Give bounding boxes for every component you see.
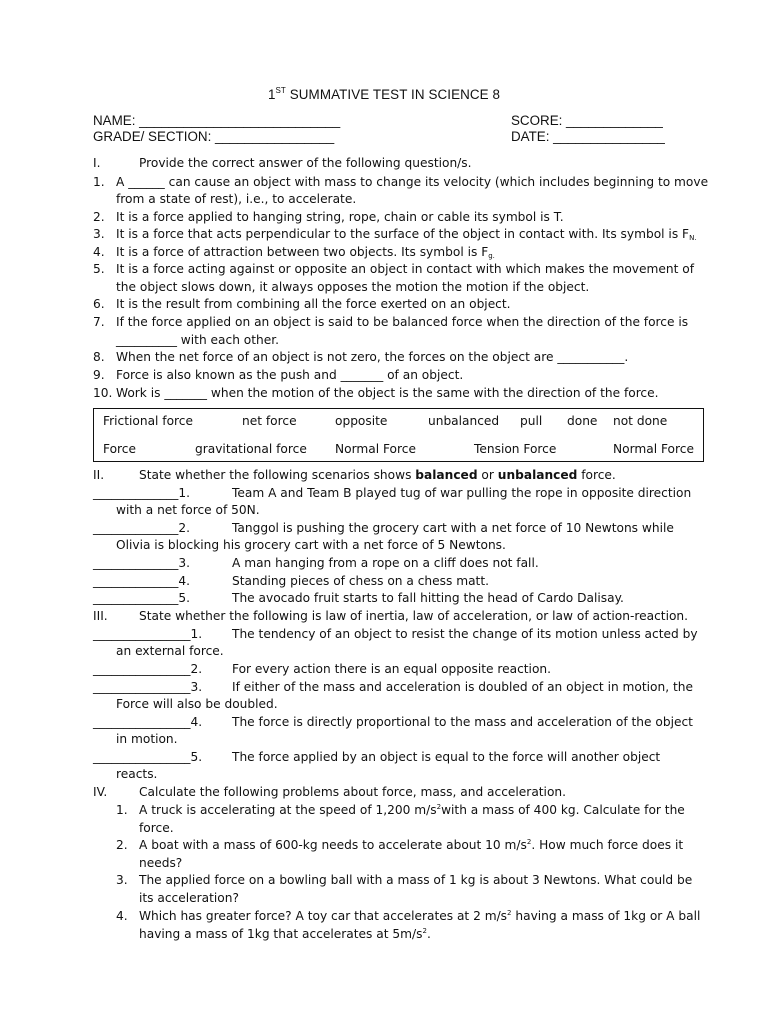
p4-q1-number: 1.	[116, 803, 128, 817]
word-bank-item: Normal Force	[335, 442, 416, 456]
p3-item3-blank: ________________3.	[93, 680, 203, 694]
p3-item1-text-cont: an external force.	[116, 644, 224, 658]
p2-item2-text: Tanggol is pushing the grocery cart with a net force of 10 Newtons while	[232, 521, 674, 535]
q8-text: When the net force of an object is not zero, the forces on the object are ___________.	[116, 350, 629, 364]
p4-q4-number: 4.	[116, 909, 128, 923]
word-bank-item: net force	[242, 414, 297, 428]
word-bank-item: Force	[103, 442, 136, 456]
p4-q4-text-cont: having a mass of 1kg that accelerates at $5m/s^2$.	[139, 927, 431, 941]
q8-number: 8.	[93, 350, 105, 364]
q1-text-cont: from a state of rest), i.e., to accelerate.	[116, 192, 357, 206]
q2-text: It is a force applied to hanging string, rope, chain or cable its symbol is T.	[116, 210, 564, 224]
p3-item1-blank: ________________1.	[93, 627, 203, 641]
word-bank-item: not done	[613, 414, 668, 428]
p2-item4-text: Standing pieces of chess on a chess matt.	[232, 574, 489, 588]
p4-q4-text: Which has greater force? A toy car that accelerates at 2 $m/s^2$ having a mass of 1kg or A ball	[139, 909, 701, 923]
part3-instruction: State whether the following is law of inertia, law of acceleration, or law of action-reaction.	[139, 609, 689, 623]
q4-text: It is a force of attraction between two objects. Its symbol is $F_{g.}$	[116, 245, 495, 260]
p2-item5-text: The avocado fruit starts to fall hitting the head of Cardo Dalisay.	[232, 591, 624, 605]
q10-text: Work is _______ when the motion of the object is the same with the direction of the force.	[116, 386, 659, 400]
p3-item4-text: The force is directly proportional to the mass and acceleration of the object	[232, 715, 693, 729]
word-bank-item: unbalanced	[428, 414, 500, 428]
score-field: SCORE: _____________	[511, 113, 663, 128]
p3-item2-text: For every action there is an equal opposite reaction.	[232, 662, 551, 676]
p4-q3-text-cont: its acceleration?	[139, 891, 239, 905]
p2-item1-blank: ______________1.	[93, 486, 190, 500]
p3-item1-text: The tendency of an object to resist the change of its motion unless acted by	[232, 627, 698, 641]
q5-text: It is a force acting against or opposite an object in contact with which makes the movement of	[116, 262, 694, 276]
p3-item2-blank: ________________2.	[93, 662, 203, 676]
p2-item1-text-cont: with a net force of 50N.	[116, 503, 260, 517]
p4-q2-text: A boat with a mass of 600-kg needs to accelerate about 10 $m/s^2$. How much force does it	[139, 838, 684, 852]
p2-item3-blank: ______________3.	[93, 556, 190, 570]
p4-q2-number: 2.	[116, 838, 128, 852]
p4-q1-text-cont: force.	[139, 821, 174, 835]
part4-instruction: Calculate the following problems about force, mass, and acceleration.	[139, 785, 567, 799]
q2-number: 2.	[93, 210, 105, 224]
p2-item5-blank: ______________5.	[93, 591, 190, 605]
word-bank-box	[93, 408, 704, 462]
p4-q3-number: 3.	[116, 873, 128, 887]
p3-item3-text: If either of the mass and acceleration is doubled of an object in motion, the	[232, 680, 693, 694]
q5-text-cont: the object slows down, it always opposes the motion the motion if the object.	[116, 280, 590, 294]
word-bank-item: Tension Force	[474, 442, 557, 456]
q3-text: It is a force that acts perpendicular to the surface of the object in contact with. Its symbol is $F_{N.}$	[116, 227, 697, 242]
word-bank-item: Normal Force	[613, 442, 694, 456]
q9-number: 9.	[93, 368, 105, 382]
part2-instruction: State whether the following scenarios shows balanced or unbalanced force.	[139, 468, 616, 482]
p3-item4-blank: ________________4.	[93, 715, 203, 729]
word-bank-item: Frictional force	[103, 414, 193, 428]
word-bank-item: pull	[520, 414, 543, 428]
part1-roman: I.	[93, 156, 101, 170]
part2-roman: II.	[93, 468, 105, 482]
q7-text: If the force applied on an object is said to be balanced force when the direction of the force is	[116, 315, 689, 329]
q6-text: It is the result from combining all the force exerted on an object.	[116, 297, 511, 311]
q6-number: 6.	[93, 297, 105, 311]
p3-item5-blank: ________________5.	[93, 750, 203, 764]
q3-number: 3.	[93, 227, 105, 241]
q5-number: 5.	[93, 262, 105, 276]
page-title: 1ST SUMMATIVE TEST IN SCIENCE 8	[267, 86, 501, 102]
part3-roman: III.	[93, 609, 108, 623]
p3-item3-text-cont: Force will also be doubled.	[116, 697, 278, 711]
q7-text-cont: __________ with each other.	[116, 333, 280, 347]
grade-section-field: GRADE/ SECTION: ________________	[93, 129, 335, 144]
p4-q2-text-cont: needs?	[139, 856, 183, 870]
part4-roman: IV.	[93, 785, 108, 799]
p3-item4-text-cont: in motion.	[116, 732, 178, 746]
p3-item5-text: The force applied by an object is equal to the force will another object	[232, 750, 661, 764]
p2-item2-blank: ______________2.	[93, 521, 190, 535]
p4-q3-text: The applied force on a bowling ball with a mass of 1 kg is about 3 Newtons. What could be	[139, 873, 693, 887]
q1-number: 1.	[93, 175, 105, 189]
p2-item2-text-cont: Olivia is blocking his grocery cart with a net force of 5 Newtons.	[116, 538, 506, 552]
name-field: NAME: ___________________________	[93, 113, 341, 128]
q7-number: 7.	[93, 315, 105, 329]
q1-text: A ______ can cause an object with mass to change its velocity (which includes beginning to move	[116, 175, 709, 189]
p2-item4-blank: ______________4.	[93, 574, 190, 588]
date-field: DATE: _______________	[511, 129, 665, 144]
p2-item3-text: A man hanging from a rope on a cliff does not fall.	[232, 556, 539, 570]
q9-text: Force is also known as the push and _______ of an object.	[116, 368, 464, 382]
word-bank-item: gravitational force	[195, 442, 307, 456]
word-bank-item: opposite	[335, 414, 388, 428]
word-bank-item: done	[567, 414, 598, 428]
p2-item1-text: Team A and Team B played tug of war pulling the rope in opposite direction	[232, 486, 692, 500]
p4-q1-text: A truck is accelerating at the speed of 1,200 $m/s^2with$ a mass of 400 kg. Calculate for the	[139, 803, 685, 817]
p3-item5-text-cont: reacts.	[116, 767, 158, 781]
part1-instruction: Provide the correct answer of the following question/s.	[139, 156, 472, 170]
q4-number: 4.	[93, 245, 105, 259]
q10-number: 10.	[93, 386, 113, 400]
